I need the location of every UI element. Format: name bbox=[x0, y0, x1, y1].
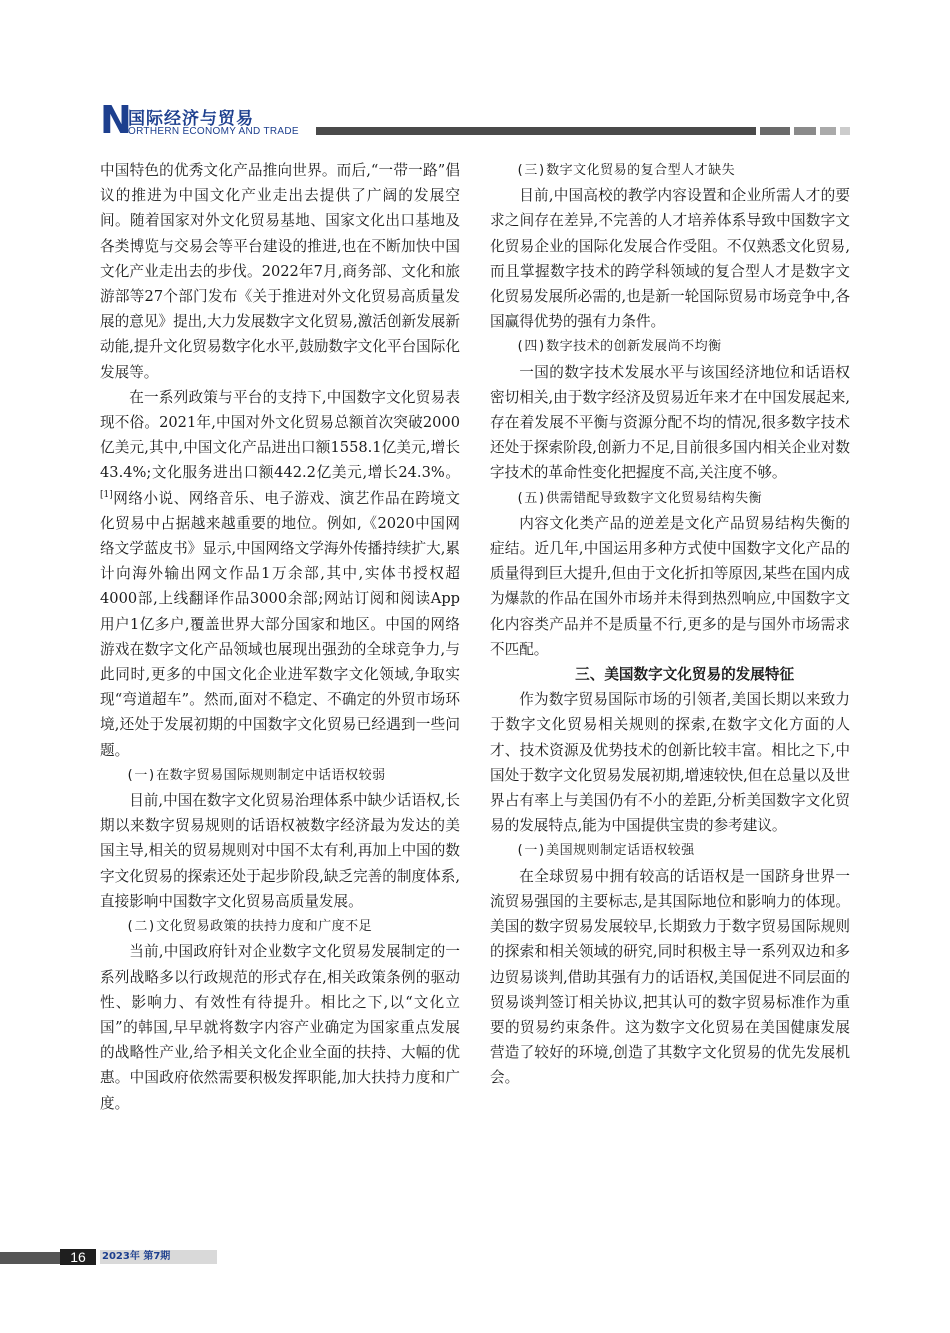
subsection-heading: (四)数字技术的创新发展尚不均衡 bbox=[516, 339, 722, 355]
page-footer bbox=[0, 1249, 215, 1265]
reference-mark: [1] bbox=[100, 489, 113, 500]
paragraph: 作为数字贸易国际市场的引领者,美国长期以来致力于数字文化贸易相关规则的探索,在数字文化方面的人才、技术资源及优势技术的创新比较丰富。相比之下,中国处于数字文化贸易发展初期,增速较快,但在总量以及世界占有率上与美国仍有不小的差距,分析美国数字文化贸易的发展特点,能为中国提供宝贵的参考建议。 bbox=[490, 691, 850, 835]
header-rule-segment bbox=[820, 127, 836, 135]
header-rule-segment bbox=[840, 127, 850, 135]
subsection-heading: (一)在数字贸易国际规则制定中话语权较弱 bbox=[126, 767, 386, 783]
paragraph: 当前,中国政府针对企业数字文化贸易发展制定的一系列战略多以行政规范的形式存在,相关政策条例的驱动性、影响力、有效性有待提升。相比之下,以“文化立国”的韩国,早早就将数字内容产业确定为国家重点发展的战略性产业,给予相关文化企业全面的扶持、大幅的优惠。中国政府依然需要积极发挥职能,加大扶持力度和广度。 bbox=[100, 943, 460, 1112]
paragraph: 目前,中国高校的教学内容设置和企业所需人才的要求之间存在差异,不完善的人才培养体系导致中国数字文化贸易企业的国际化发展合作受阻。不仅熟悉文化贸易,而且掌握数字技术的跨学科领域的复合型人才是数字文化贸易发展所必需的,也是新一轮国际贸易市场竞争中,各国赢得优势的强有力条件。 bbox=[490, 187, 850, 331]
journal-title-en: ORTHERN ECONOMY AND TRADE bbox=[128, 126, 299, 137]
paragraph bbox=[100, 385, 460, 763]
subsection-heading: (二)文化贸易政策的扶持力度和广度不足 bbox=[126, 919, 373, 935]
footer-bar bbox=[0, 1252, 60, 1264]
journal-logo-letter: N bbox=[100, 98, 132, 142]
paragraph-text: 在一系列政策与平台的支持下,中国数字文化贸易表现不俗。2021年,中国对外文化贸易总额首次突破2000亿美元,其中,中国文化产品进出口额1558.1亿美元,增长43.4%;文化服务进出口额442.2亿美元,增长24.3%。 bbox=[100, 388, 460, 482]
header-rule-segment bbox=[794, 127, 816, 135]
left-column bbox=[100, 158, 460, 1116]
right-column bbox=[490, 158, 850, 1091]
subsection-heading: (三)数字文化贸易的复合型人才缺失 bbox=[516, 163, 736, 178]
section-heading: 三、美国数字文化贸易的发展特征 bbox=[575, 666, 795, 684]
paragraph: 中国特色的优秀文化产品推向世界。而后,“一带一路”倡议的推进为中国文化产业走出去提供了广阔的发展空间。随着国家对外文化贸易基地、国家文化出口基地及各类博览与交易会等平台建设的推进,也在不断加快中国文化产业走出去的步伐。2022年7月,商务部、文化和旅游部等27个部门发布《关于推进对外文化贸易高质量发展的意见》提出,大力发展数字文化贸易,激活创新发展新动能,提升文化贸易数字化水平,鼓励数字文化平台国际化发展等。 bbox=[100, 162, 460, 381]
header-rule bbox=[316, 127, 756, 135]
paragraph: 内容文化类产品的逆差是文化产品贸易结构失衡的症结。近几年,中国运用多种方式使中国数字文化产品的质量得到巨大提升,但由于文化折扣等原因,某些在国内成为爆款的作品在国外市场并未得到热烈响应,中国数字文化内容类产品并不是质量不行,更多的是与国外市场需求不匹配。 bbox=[490, 514, 850, 658]
subsection-heading: (五)供需错配导致数字文化贸易结构失衡 bbox=[516, 490, 763, 506]
page-number: 16 bbox=[60, 1249, 96, 1265]
header-rule-segment bbox=[760, 127, 790, 135]
issue-label: 2023年 第7期 bbox=[100, 1250, 217, 1264]
paragraph: 目前,中国在数字文化贸易治理体系中缺少话语权,长期以来数字贸易规则的话语权被数字经济最为发达的美国主导,相关的贸易规则对中国不太有利,再加上中国的数字文化贸易的探索还处于起步阶段,缺乏完善的制度体系,直接影响中国数字文化贸易高质量发展。 bbox=[100, 792, 460, 910]
journal-title-cn: 国际经济与贸易 bbox=[128, 109, 254, 129]
subsection-heading: (一)美国规则制定话语权较强 bbox=[516, 843, 695, 859]
paragraph-text: 网络小说、网络音乐、电子游戏、演艺作品在跨境文化贸易中占据越来越重要的地位。例如,《2020中国网络文学蓝皮书》显示,中国网络文学海外传播持续扩大,累计向海外输出网文作品1万余部,其中,实体书授权超4000部,上线翻译作品3000余部;网站订阅和阅读App用户1亿多户,覆盖世界大部分国家和地区。中国的网络游戏在数字文化产品领域也展现出强劲的全球竞争力,与此同时,更多的中国文化企业进军数字文化领域,争取实现“弯道超车”。然而,面对不稳定、不确定的外贸市场环境,还处于发展初期的中国数字文化贸易已经遇到一些问题。 bbox=[100, 489, 460, 759]
paragraph: 一国的数字技术发展水平与该国经济地位和话语权密切相关,由于数字经济及贸易近年来才在中国发展起来,存在着发展不平衡与资源分配不均的情况,很多数字技术还处于探索阶段,创新力不足,目前很多国内相关企业对数字技术的革命性变化把握度不高,关注度不够。 bbox=[490, 363, 850, 482]
paragraph: 在全球贸易中拥有较高的话语权是一国跻身世界一流贸易强国的主要标志,是其国际地位和影响力的体现。美国的数字贸易发展较早,长期致力于数字贸易国际规则的探索和相关领域的研究,同时积极主导一系列双边和多边贸易谈判,借助其强有力的话语权,美国促进不同层面的贸易谈判签订相关协议,把其认可的数字贸易标准作为重要的贸易约束条件。这为数字文化贸易在美国健康发展营造了较好的环境,创造了其数字文化贸易的优先发展机会。 bbox=[490, 867, 850, 1087]
page-header bbox=[100, 100, 850, 140]
